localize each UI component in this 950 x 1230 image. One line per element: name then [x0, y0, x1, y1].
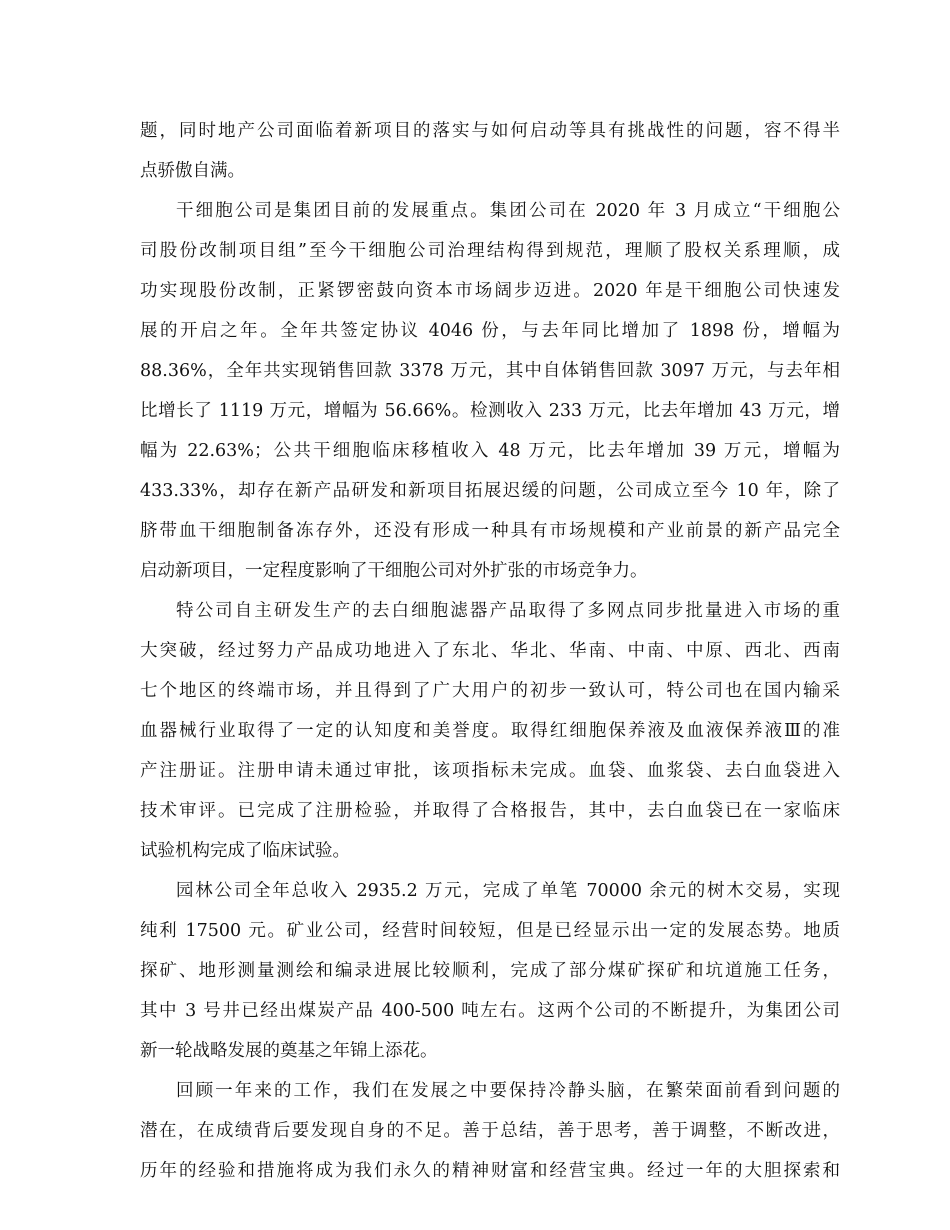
- text-line: 启动新项目，一定程度影响了干细胞公司对外扩张的市场竞争力。: [140, 561, 648, 581]
- paragraph-review: [140, 1071, 840, 1191]
- text-line: 大突破，经过努力产品成功地进入了东北、华北、华南、中南、中原、西北、西南: [140, 641, 840, 661]
- text-line: 试验机构完成了临床试验。: [140, 841, 350, 861]
- paragraph-garden-mining: [140, 871, 840, 1071]
- text-line: 88.36%，全年共实现销售回款 3378 万元，其中自体销售回款 3097 万元，与去年相: [140, 361, 840, 381]
- text-line: 其中 3 号井已经出煤炭产品 400-500 吨左右。这两个公司的不断提升，为集团公司: [140, 1001, 840, 1021]
- text-line: 纯利 17500 元。矿业公司，经营时间较短，但是已经显示出一定的发展态势。地质: [140, 921, 840, 941]
- text-line: 技术审评。已完成了注册检验，并取得了合格报告，其中，去白血袋已在一家临床: [140, 801, 840, 821]
- text-line: 脐带血干细胞制备冻存外，还没有形成一种具有市场规模和产业前景的新产品完全: [140, 521, 840, 541]
- text-line: 血器械行业取得了一定的认知度和美誉度。取得红细胞保养液及血液保养液Ⅲ的准: [140, 721, 840, 741]
- text-line: 产注册证。注册申请未通过审批，该项指标未完成。血袋、血浆袋、去白血袋进入: [140, 761, 840, 781]
- document-body: [140, 111, 840, 1191]
- text-line: 展的开启之年。全年共签定协议 4046 份，与去年同比增加了 1898 份，增幅为: [140, 321, 840, 341]
- text-line: 司股份改制项目组”至今干细胞公司治理结构得到规范，理顺了股权关系理顺，成: [140, 241, 840, 261]
- text-line: 历年的经验和措施将成为我们永久的精神财富和经营宝典。经过一年的大胆探索和: [140, 1161, 840, 1181]
- text-line: 潜在，在成绩背后要发现自身的不足。善于总结，善于思考，善于调整，不断改进，: [140, 1121, 840, 1141]
- paragraph-special-company: [140, 591, 840, 871]
- text-line: 点骄傲自满。: [140, 161, 245, 181]
- text-line: 七个地区的终端市场，并且得到了广大用户的初步一致认可，特公司也在国内输采: [140, 681, 840, 701]
- text-line: 特公司自主研发生产的去白细胞滤器产品取得了多网点同步批量进入市场的重: [176, 601, 840, 621]
- text-line: 433.33%，却存在新产品研发和新项目拓展迟缓的问题，公司成立至今 10 年，除了: [140, 481, 840, 501]
- text-line: 探矿、地形测量测绘和编录进展比较顺利，完成了部分煤矿探矿和坑道施工任务，: [140, 961, 840, 981]
- text-line: 回顾一年来的工作，我们在发展之中要保持冷静头脑，在繁荣面前看到问题的: [176, 1081, 840, 1101]
- text-line: 园林公司全年总收入 2935.2 万元，完成了单笔 70000 余元的树木交易，实现: [176, 881, 840, 901]
- text-line: 比增长了 1119 万元，增幅为 56.66%。检测收入 233 万元，比去年增加 43 万元，增: [140, 401, 840, 421]
- text-line: 新一轮战略发展的奠基之年锦上添花。: [140, 1041, 438, 1061]
- text-line: 题，同时地产公司面临着新项目的落实与如何启动等具有挑战性的问题，容不得半: [140, 121, 840, 141]
- paragraph-stem-cell-company: [140, 191, 840, 591]
- text-line: 幅为 22.63%；公共干细胞临床移植收入 48 万元，比去年增加 39 万元，增幅为: [140, 441, 840, 461]
- paragraph-1: [140, 111, 840, 191]
- text-line: 干细胞公司是集团目前的发展重点。集团公司在 2020 年 3 月成立“干细胞公: [176, 201, 840, 221]
- text-line: 功实现股份改制，正紧锣密鼓向资本市场阔步迈进。2020 年是干细胞公司快速发: [140, 281, 840, 301]
